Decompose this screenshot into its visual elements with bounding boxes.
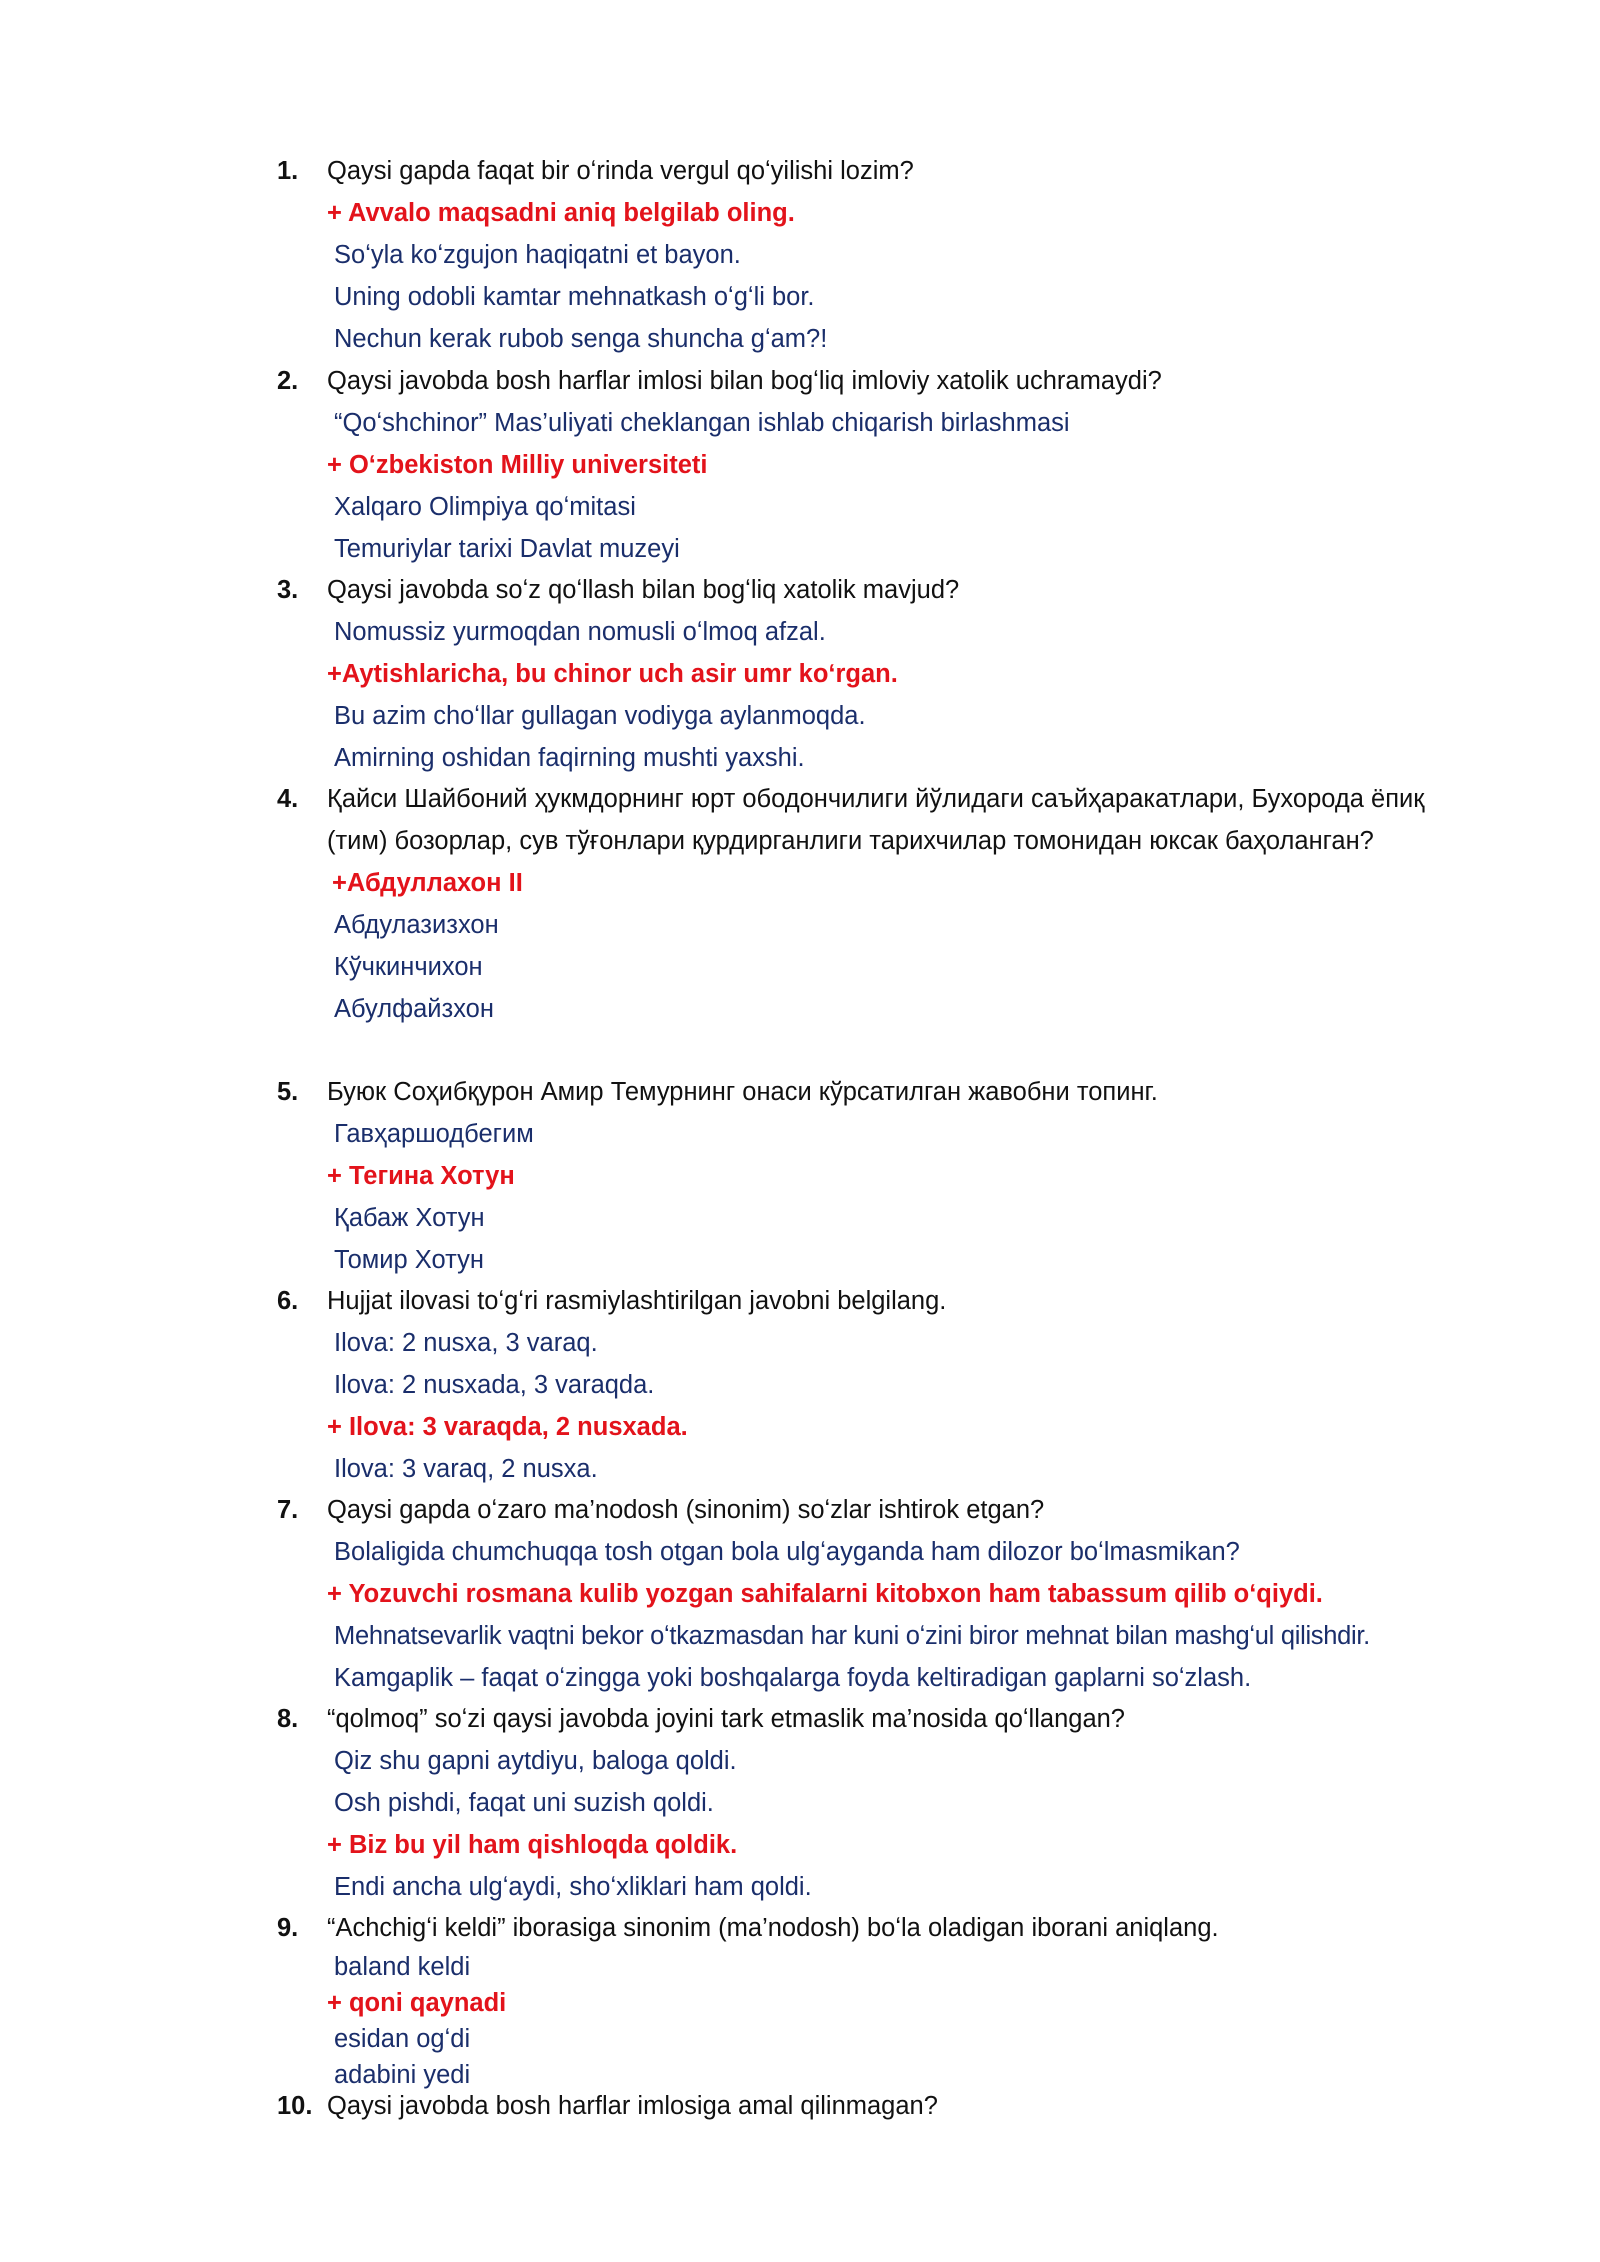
question-4	[277, 778, 1527, 1030]
question-6	[277, 1280, 1527, 1490]
question-number: 6.	[277, 1287, 299, 1315]
question-number: 7.	[277, 1496, 299, 1524]
answer-option: Amirning oshidan faqirning mushti yaxshi.	[334, 744, 805, 772]
answer-option: Soʻyla koʻzgujon haqiqatni et bayon.	[334, 241, 741, 269]
question-number: 3.	[277, 576, 299, 604]
answer-option: Кўчкинчихон	[334, 953, 483, 981]
answer-option: Osh pishdi, faqat uni suzish qoldi.	[334, 1789, 714, 1817]
answer-option: baland keldi	[334, 1953, 471, 1981]
question-8	[277, 1698, 1527, 1908]
question-9	[277, 1907, 1527, 2093]
answer-option: Bu azim choʻllar gullagan vodiyga aylanmoqda.	[334, 702, 866, 730]
question-text: Qaysi javobda bosh harflar imlosi bilan bogʻliq imloviy xatolik uchramaydi?	[327, 367, 1162, 395]
answer-option-correct: + Biz bu yil ham qishloqda qoldik.	[327, 1831, 738, 1859]
answer-option-correct: + Yozuvchi rosmana kulib yozgan sahifalarni kitobxon ham tabassum qilib oʻqiydi.	[327, 1580, 1323, 1608]
answer-option: Ilova: 2 nusxa, 3 varaq.	[334, 1329, 598, 1357]
answer-option: “Qoʻshchinor” Mas’uliyati cheklangan ishlab chiqarish birlashmasi	[334, 409, 1070, 437]
answer-option: Temuriylar tarixi Davlat muzeyi	[334, 535, 680, 563]
question-number: 10.	[277, 2092, 313, 2120]
answer-option: Қабаж Хотун	[334, 1204, 485, 1232]
question-5	[277, 1071, 1527, 1281]
answer-option-correct: + Oʻzbekiston Milliy universiteti	[327, 451, 708, 479]
answer-option-correct: +Aytishlaricha, bu chinor uch asir umr koʻrgan.	[327, 660, 898, 688]
answer-options	[327, 192, 1527, 360]
answer-option-correct: + qoni qaynadi	[327, 1989, 507, 2017]
answer-option: adabini yedi	[334, 2061, 471, 2089]
answer-options	[327, 1531, 1527, 1699]
answer-options	[327, 862, 1527, 1030]
answer-options	[327, 611, 1527, 779]
question-text: Hujjat ilovasi toʻgʻri rasmiylashtirilgan javobni belgilang.	[327, 1287, 947, 1315]
answer-option: Nomussiz yurmoqdan nomusli oʻlmoq afzal.	[334, 618, 826, 646]
answer-options	[327, 1322, 1527, 1490]
question-1	[277, 150, 1527, 360]
answer-option-correct: + Avvalo maqsadni aniq belgilab oling.	[327, 199, 795, 227]
question-number: 9.	[277, 1914, 299, 1942]
question-number: 4.	[277, 785, 299, 813]
answer-option: Гавҳаршодбегим	[334, 1120, 534, 1148]
answer-option: Абулфайзхон	[334, 995, 494, 1023]
question-number: 8.	[277, 1705, 299, 1733]
answer-options	[327, 402, 1527, 570]
answer-option: Nechun kerak rubob senga shuncha gʻam?!	[334, 325, 828, 353]
question-text: “Achchigʻi keldi” iborasiga sinonim (ma’nodosh) boʻla oladigan iborani aniqlang.	[327, 1914, 1219, 1942]
answer-option: Mehnatsevarlik vaqtni bekor oʻtkazmasdan har kuni oʻzini biror mehnat bilan mashgʻul qilishdir.	[334, 1622, 1370, 1650]
answer-option-correct: + Ilova: 3 varaqda, 2 nusxada.	[327, 1413, 688, 1441]
answer-option: Uning odobli kamtar mehnatkash oʻgʻli bor.	[334, 283, 815, 311]
answer-option: Xalqaro Olimpiya qoʻmitasi	[334, 493, 636, 521]
question-text: Qaysi javobda bosh harflar imlosiga amal qilinmagan?	[327, 2092, 938, 2120]
answer-option: esidan ogʻdi	[334, 2025, 471, 2053]
answer-option: Томир Хотун	[334, 1246, 484, 1274]
answer-option-correct: + Тегина Хотун	[327, 1162, 515, 1190]
question-text: Буюк Соҳибқурон Амир Темурнинг онаси кўрсатилган жавобни топинг.	[327, 1078, 1158, 1106]
answer-option: Ilova: 3 varaq, 2 nusxa.	[334, 1455, 598, 1483]
answer-option: Qiz shu gapni aytdiyu, baloga qoldi.	[334, 1747, 737, 1775]
question-number: 5.	[277, 1078, 299, 1106]
answer-option: Endi ancha ulgʻaydi, shoʻxliklari ham qoldi.	[334, 1873, 812, 1901]
answer-options	[327, 1949, 1527, 2093]
question-7	[277, 1489, 1527, 1699]
question-text: Qaysi javobda soʻz qoʻllash bilan bogʻliq xatolik mavjud?	[327, 576, 960, 604]
answer-option: Ilova: 2 nusxada, 3 varaqda.	[334, 1371, 655, 1399]
question-text: “qolmoq” soʻzi qaysi javobda joyini tark etmaslik ma’nosida qoʻllangan?	[327, 1705, 1125, 1733]
answer-options	[327, 1113, 1527, 1281]
answer-options	[327, 1740, 1527, 1908]
answer-option-correct: +Абдуллахон II	[332, 869, 523, 897]
question-text: Qaysi gapda oʻzaro ma’nodosh (sinonim) soʻzlar ishtirok etgan?	[327, 1496, 1045, 1524]
question-number: 1.	[277, 157, 299, 185]
question-3	[277, 569, 1527, 779]
answer-option: Абдулазизхон	[334, 911, 499, 939]
question-10	[277, 2085, 1527, 2127]
question-text: Qaysi gapda faqat bir oʻrinda vergul qoʻyilishi lozim?	[327, 157, 914, 185]
answer-option: Bolaligida chumchuqqa tosh otgan bola ulgʻayganda ham dilozor boʻlmasmikan?	[334, 1538, 1240, 1566]
question-2	[277, 360, 1527, 570]
answer-option: Kamgaplik – faqat oʻzingga yoki boshqalarga foyda keltiradigan gaplarni soʻzlash.	[334, 1664, 1252, 1692]
question-number: 2.	[277, 367, 299, 395]
question-text: Қайси Шайбоний ҳукмдорнинг юрт ободончилиги йўлидаги саъйҳаракатлари, Бухорода ёпиқ (тим) бозорлар, сув тўғонлари қурдирганлиги тарихчилар томонидан юксак баҳоланган?	[327, 785, 1425, 855]
